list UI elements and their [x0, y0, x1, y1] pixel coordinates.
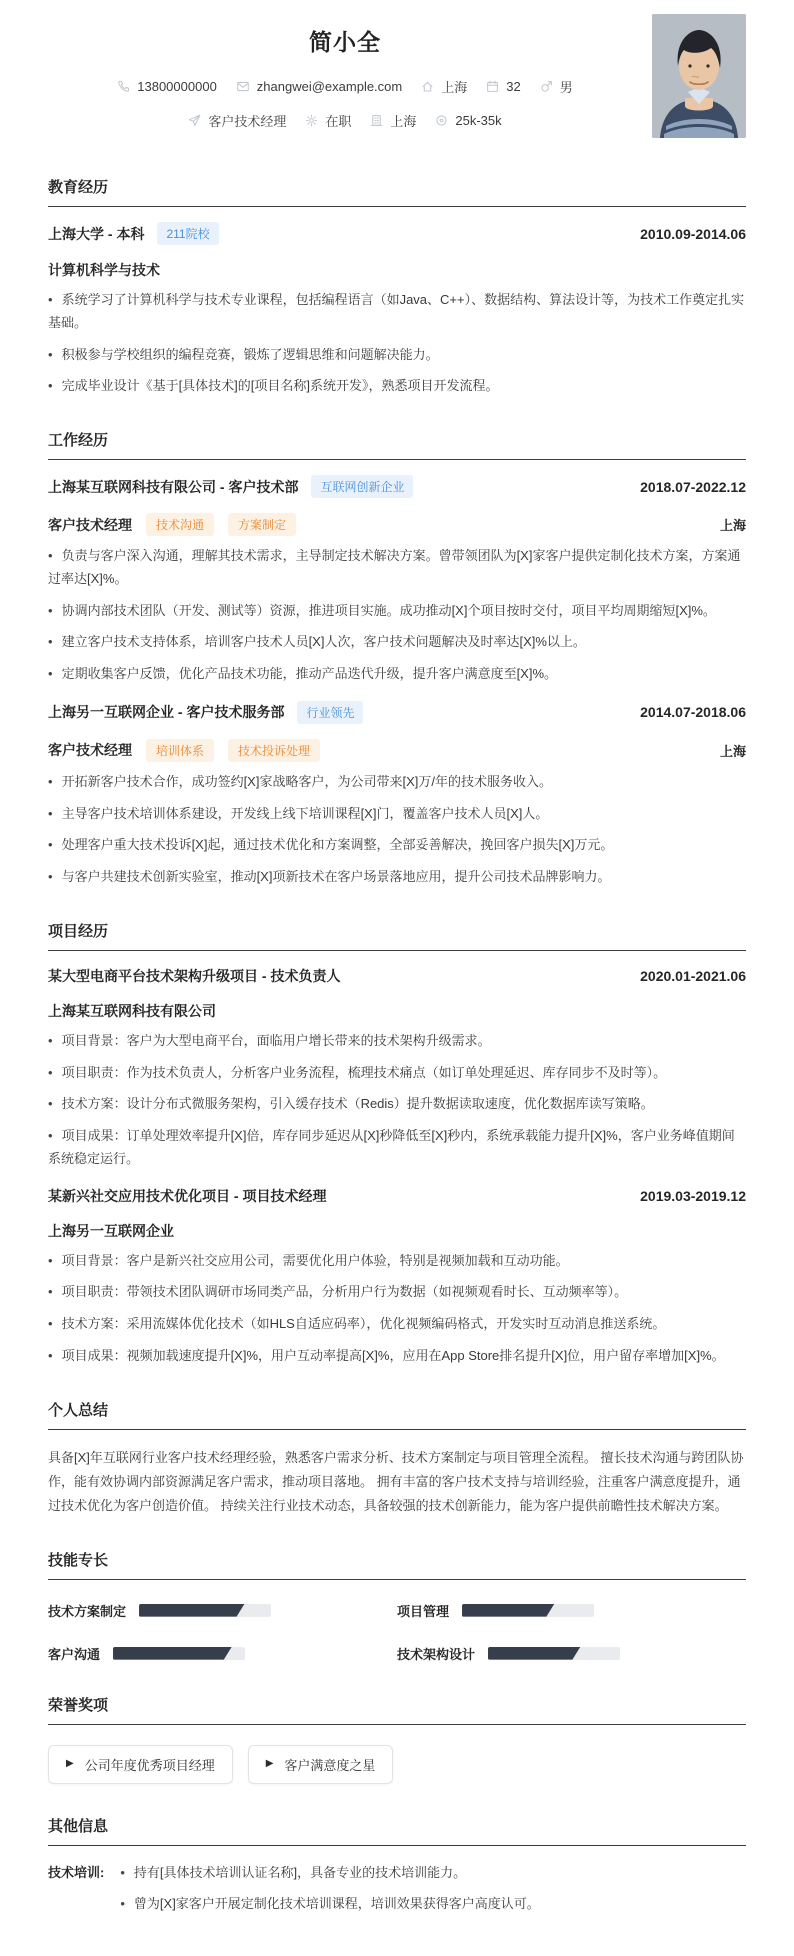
summary-text: 具备[X]年互联网行业客户技术经理经验，熟悉客户需求分析、技术方案制定与项目管理全流程。 擅长技术沟通与跨团队协作，能有效协调内部资源满足客户需求，推动项目落地。 拥有丰富的客户技术支持与培训经验，注重客户满意度提升，通过技术优化为客户创造价值。 持续关注行业技术动态，具备较强的技术创新能力，能为客户提供前瞻性技术解决方案。: [48, 1449, 744, 1513]
skill-label: 技术方案制定: [48, 1603, 127, 1619]
skill-item: [397, 1601, 746, 1620]
profile-photo: [652, 14, 746, 138]
skill-bar-track: [139, 1604, 271, 1617]
project-bullets: [48, 1030, 746, 1171]
project-entry: [48, 1186, 746, 1368]
skill-label: 技术架构设计: [397, 1646, 476, 1662]
education-entry: [48, 222, 746, 398]
contact-work-city: [370, 111, 416, 130]
school-name: 上海大学 - 本科: [48, 225, 145, 242]
header-main: [48, 14, 642, 145]
project-date: 2020.01-2021.06: [640, 967, 746, 984]
home-icon: [421, 80, 434, 93]
salary-text: 25k-35k: [455, 113, 502, 128]
position-text: 客户技术经理: [208, 114, 287, 129]
contact-row-2: [48, 111, 642, 130]
bullet: • 负责与客户深入沟通，理解其技术需求，主导制定技术解决方案。曾带领团队为[X]家客户提供定制化技术方案，方案通过率达[X]%。: [48, 545, 746, 591]
work-entry: [48, 475, 746, 686]
contact-position: [188, 111, 286, 130]
education-bullets: [48, 289, 746, 398]
company-badge: 行业领先: [297, 701, 363, 724]
contact-email: [236, 79, 402, 94]
section-title-skills: 技能专长: [48, 1549, 746, 1580]
skills-grid: [48, 1601, 746, 1663]
bullet: • 项目成果：订单处理效率提升[X]倍，库存同步延迟从[X]秒降低至[X]秒内，系统承载能力提升[X]%，客户业务峰值期间系统稳定运行。: [48, 1125, 746, 1171]
job-role: 客户技术经理: [48, 516, 132, 533]
bullet: • 主导客户技术培训体系建设，开发线上线下培训课程[X]门，覆盖客户技术人员[X]人。: [48, 803, 746, 826]
contact-phone: [117, 79, 217, 94]
bullet: • 技术方案：设计分布式微服务架构，引入缓存技术（Redis）提升数据读取速度，优化数据库读写策略。: [48, 1093, 746, 1116]
bullet: • 曾为[X]家客户开展定制化技术培训课程，培训效果获得客户高度认可。: [120, 1893, 746, 1916]
position-icon: [188, 114, 201, 127]
skill-bar-fill: [488, 1647, 580, 1660]
building-icon: [370, 114, 383, 127]
contact-salary: [435, 113, 501, 128]
phone-icon: [117, 80, 130, 93]
email-text: zhangwei@example.com: [256, 79, 403, 94]
contact-gender: [540, 77, 573, 96]
header: [48, 14, 746, 145]
skill-bar-fill: [139, 1604, 245, 1617]
contact-home-city: [421, 77, 467, 96]
bullet: • 项目职责：带领技术团队调研市场同类产品，分析用户行为数据（如视频观看时长、互动频率等）。: [48, 1281, 746, 1304]
target-icon: [435, 114, 448, 127]
company-badge: 互联网创新企业: [311, 475, 413, 498]
bullet: • 与客户共建技术创新实验室，推动[X]项新技术在客户场景落地应用，提升公司技术品牌影响力。: [48, 866, 746, 889]
bullet: • 积极参与学校组织的编程竞赛，锻炼了逻辑思维和问题解决能力。: [48, 344, 746, 367]
school-badge: 211院校: [157, 222, 218, 245]
section-summary: [48, 1399, 746, 1518]
project-name: 某新兴社交应用技术优化项目 - 项目技术经理: [48, 1187, 327, 1204]
project-company: 上海某互联网科技有限公司: [48, 1002, 216, 1019]
job-tag: 培训体系: [146, 739, 214, 762]
skill-bar-fill: [113, 1647, 232, 1660]
skill-item: [48, 1644, 397, 1663]
status-text: 在职: [325, 114, 352, 129]
contact-row-1: [48, 77, 642, 96]
skill-item: [397, 1644, 746, 1663]
home-city-text: 上海: [441, 80, 468, 95]
honor-label: 客户满意度之星: [284, 1757, 376, 1773]
section-honors: [48, 1694, 746, 1784]
project-name: 某大型电商平台技术架构升级项目 - 技术负责人: [48, 967, 341, 984]
skill-bar-track: [113, 1647, 245, 1660]
work-city-text: 上海: [390, 114, 417, 129]
project-company: 上海另一互联网企业: [48, 1222, 174, 1239]
major: 计算机科学与技术: [48, 262, 160, 278]
job-tag: 技术沟通: [146, 513, 214, 536]
skill-label: 客户沟通: [48, 1646, 101, 1662]
bullet: • 协调内部技术团队（开发、测试等）资源，推进项目实施。成功推动[X]个项目按时交付，项目平均周期缩短[X]%。: [48, 600, 746, 623]
play-icon: ▶: [265, 1758, 274, 1770]
phone-text: 13800000000: [137, 79, 217, 94]
section-title-education: 教育经历: [48, 176, 746, 207]
work-date: 2018.07-2022.12: [640, 478, 746, 495]
honor-label: 公司年度优秀项目经理: [84, 1757, 215, 1773]
age-text: 32: [506, 79, 521, 94]
other-row: [48, 1862, 746, 1917]
skill-bar-track: [488, 1647, 620, 1660]
honor-chip: [48, 1745, 233, 1784]
section-other: [48, 1815, 746, 1917]
bullet: • 项目成果：视频加载速度提升[X]%，用户互动率提高[X]%，应用在App Store排名提升[X]位，用户留存率增加[X]%。: [48, 1345, 746, 1368]
contact-status: [305, 111, 351, 130]
bullet: • 开拓新客户技术合作，成功签约[X]家战略客户，为公司带来[X]万/年的技术服务收入。: [48, 771, 746, 794]
section-title-projects: 项目经历: [48, 920, 746, 951]
section-skills: [48, 1549, 746, 1663]
section-projects: [48, 920, 746, 1368]
work-date: 2014.07-2018.06: [640, 704, 746, 721]
other-label: 技术培训:: [48, 1864, 105, 1880]
gender-icon: [540, 80, 553, 93]
project-entry: [48, 966, 746, 1171]
section-work: [48, 429, 746, 889]
section-title-honors: 荣誉奖项: [48, 1694, 746, 1725]
bullet: • 项目背景：客户是新兴社交应用公司，需要优化用户体验，特别是视频加载和互动功能。: [48, 1250, 746, 1273]
project-date: 2019.03-2019.12: [640, 1187, 746, 1204]
job-tag: 技术投诉处理: [228, 739, 320, 762]
bullet: • 建立客户技术支持体系，培训客户技术人员[X]人次，客户技术问题解决及时率达[X]%以上。: [48, 631, 746, 654]
work-entry: [48, 701, 746, 889]
bullet: • 处理客户重大技术投诉[X]起，通过技术优化和方案调整，全部妥善解决，挽回客户损失[X]万元。: [48, 834, 746, 857]
skill-label: 项目管理: [397, 1603, 450, 1619]
skill-bar-fill: [462, 1604, 554, 1617]
education-date: 2010.09-2014.06: [640, 225, 746, 242]
section-title-work: 工作经历: [48, 429, 746, 460]
honor-chip: [248, 1745, 394, 1784]
skill-bar-track: [462, 1604, 594, 1617]
work-bullets: [48, 771, 746, 889]
section-education: [48, 176, 746, 398]
gear-icon: [305, 114, 318, 127]
bullet: • 定期收集客户反馈，优化产品技术功能，推动产品迭代升级，提升客户满意度至[X]%。: [48, 663, 746, 686]
bullet: • 项目职责：作为技术负责人，分析客户业务流程，梳理技术痛点（如订单处理延迟、库存同步不及时等）。: [48, 1062, 746, 1085]
project-bullets: [48, 1250, 746, 1368]
contact-age: [486, 79, 520, 94]
honor-chips: [48, 1745, 746, 1784]
mail-icon: [236, 80, 250, 93]
bullet: • 持有[具体技术培训认证名称]，具备专业的技术培训能力。: [120, 1862, 746, 1885]
job-location: 上海: [719, 518, 746, 533]
job-role: 客户技术经理: [48, 742, 132, 759]
job-tag: 方案制定: [228, 513, 296, 536]
bullet: • 完成毕业设计《基于[具体技术]的[项目名称]系统开发》，熟悉项目开发流程。: [48, 375, 746, 398]
job-location: 上海: [719, 743, 746, 759]
skill-item: [48, 1601, 397, 1620]
section-title-summary: 个人总结: [48, 1399, 746, 1430]
company-name: 上海另一互联网企业 - 客户技术服务部: [48, 704, 285, 721]
play-icon: ▶: [66, 1758, 74, 1770]
gender-text: 男: [559, 80, 573, 95]
candidate-name: 简小全: [309, 29, 381, 55]
bullet: • 项目背景：客户为大型电商平台，面临用户增长带来的技术架构升级需求。: [48, 1030, 746, 1053]
section-title-other: 其他信息: [48, 1815, 746, 1846]
company-name: 上海某互联网科技有限公司 - 客户技术部: [48, 478, 299, 495]
bullet: • 系统学习了计算机科学与技术专业课程，包括编程语言（如Java、C++）、数据结构、算法设计等，为技术工作奠定扎实基础。: [48, 289, 746, 335]
age-icon: [486, 80, 499, 93]
other-bullets: [120, 1862, 746, 1917]
bullet: • 技术方案：采用流媒体优化技术（如HLS自适应码率），优化视频编码格式，开发实时互动消息推送系统。: [48, 1313, 746, 1336]
work-bullets: [48, 545, 746, 686]
